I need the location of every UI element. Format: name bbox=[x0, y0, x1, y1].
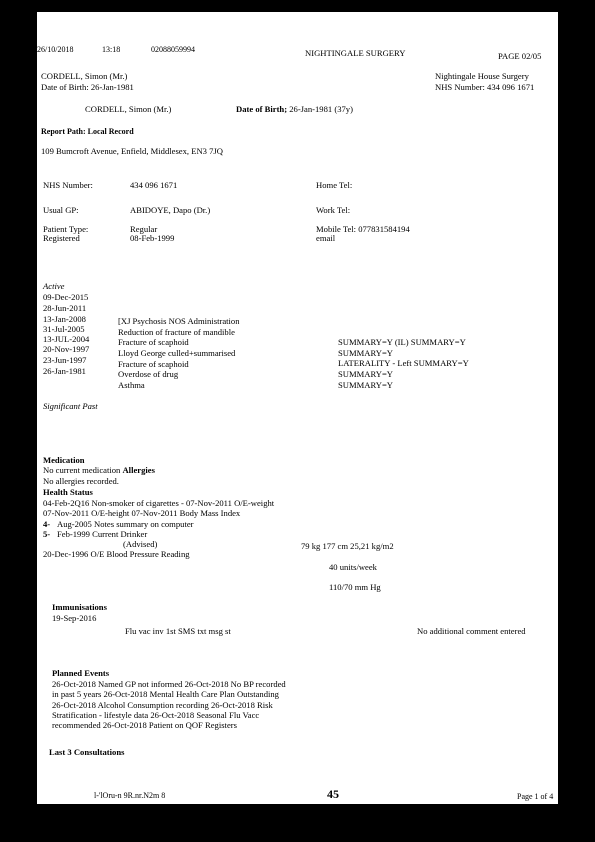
gp-value: ABIDOYE, Dapo (Dr.) bbox=[130, 205, 211, 215]
patient-name: CORDELL, Simon (Mr.) bbox=[41, 71, 128, 81]
summary-patient-name: CORDELL, Simon (Mr.) bbox=[85, 104, 172, 114]
active-date: 23-Jun-1997 bbox=[43, 355, 87, 365]
patient-dob: Date of Birth: 26-Jan-1981 bbox=[41, 82, 134, 92]
health-value: 110/70 mm Hg bbox=[329, 582, 381, 592]
home-tel: Home Tel: bbox=[316, 180, 353, 190]
active-summary: SUMMARY=Y bbox=[338, 369, 393, 379]
planned-events-title: Planned Events bbox=[52, 668, 110, 678]
active-problem: [XJ Psychosis NOS Administration bbox=[118, 316, 240, 326]
health-status-bp: 20-Dec-1996 O/E Blood Pressure Reading bbox=[43, 549, 190, 559]
report-path: Report Path: Local Record bbox=[41, 127, 134, 136]
nhs-value: 434 096 1671 bbox=[130, 180, 178, 190]
document-page bbox=[37, 12, 558, 804]
active-date: 09-Dec-2015 bbox=[43, 292, 89, 302]
active-problem: Asthma bbox=[118, 380, 145, 390]
health-status-number: 4- bbox=[43, 519, 51, 529]
immunisation-comment: No additional comment entered bbox=[417, 626, 526, 636]
active-problem: Fracture of scaphoid bbox=[118, 359, 189, 369]
fax-page: PAGE 02/05 bbox=[498, 51, 542, 61]
footer-page-of: Page 1 of 4 bbox=[517, 792, 554, 801]
fax-surgery-name: NIGHTINGALE SURGERY bbox=[305, 48, 406, 58]
active-date: 20-Nov-1997 bbox=[43, 344, 90, 354]
health-value: 40 units/week bbox=[329, 562, 377, 572]
health-status-line: 04-Feb-2Q16 Non-smoker of cigarettes - 07-Nov-2011 O/E-weight bbox=[43, 498, 275, 508]
summary-dob-label: Date of Birth; bbox=[236, 104, 288, 114]
summary-dob bbox=[236, 104, 353, 114]
planned-event-line: 26-Oct-2018 Named GP not informed 26-Oct-2018 No BP recorded bbox=[52, 679, 286, 689]
medication-title: Medication bbox=[43, 455, 85, 465]
active-problem: Fracture of scaphoid bbox=[118, 337, 189, 347]
health-status-line: 07-Nov-2011 O/E-height 07-Nov-2011 Body Mass Index bbox=[43, 508, 241, 518]
current-medication-text: No current medication bbox=[43, 465, 123, 475]
nhs-label: NHS Number: bbox=[43, 180, 93, 190]
active-problem: Reduction of fracture of mandible bbox=[118, 327, 235, 337]
gp-label: Usual GP: bbox=[43, 205, 79, 215]
allergies-text: No allergies recorded. bbox=[43, 476, 119, 486]
active-summary: SUMMARY=Y (IL) SUMMARY=Y bbox=[338, 337, 466, 347]
planned-event-line: Stratification - lifestyle data 26-Oct-2018 Seasonal Flu Vacc bbox=[52, 710, 260, 720]
patient-nhs-number: NHS Number: 434 096 1671 bbox=[435, 82, 535, 92]
work-tel: Work Tel: bbox=[316, 205, 351, 215]
health-status-line: Aug-2005 Notes summary on computer bbox=[57, 519, 194, 529]
active-problem: Lloyd George culled+summarised bbox=[118, 348, 236, 358]
significant-past-title: Significant Past bbox=[43, 401, 98, 411]
medication-line bbox=[43, 465, 155, 475]
active-date: 31-Jul-2005 bbox=[43, 324, 85, 334]
last-consultations-title: Last 3 Consultations bbox=[49, 747, 125, 757]
planned-event-line: recommended 26-Oct-2018 Patient on QOF Registers bbox=[52, 720, 237, 730]
footer-page-number: 45 bbox=[327, 787, 339, 801]
email-label: email bbox=[316, 233, 336, 243]
active-date: 28-Jun-2011 bbox=[43, 303, 87, 313]
health-status-line: Feb-1999 Current Drinker bbox=[57, 529, 148, 539]
planned-event-line: in past 5 years 26-Oct-2018 Mental Health Care Plan Outstanding bbox=[52, 689, 279, 699]
mobile-tel: Mobile Tel: 077831584194 bbox=[316, 224, 410, 234]
patient-type-label: Patient Type: bbox=[43, 224, 89, 234]
registered-label: Registered bbox=[43, 233, 80, 243]
planned-event-line: 26-Oct-2018 Alcohol Consumption recording 26-Oct-2018 Risk bbox=[52, 700, 273, 710]
practice-name: Nightingale House Surgery bbox=[435, 71, 529, 81]
immunisation-date: 19-Sep-2016 bbox=[52, 613, 97, 623]
summary-dob-value: 26-Jan-1981 (37y) bbox=[287, 104, 353, 114]
immunisation-vaccine: Flu vac inv 1st SMS txt msg st bbox=[125, 626, 231, 636]
active-summary: LATERALITY - Left SUMMARY=Y bbox=[338, 358, 469, 368]
registered-value: 08-Feb-1999 bbox=[130, 233, 175, 243]
active-summary: SUMMARY=Y bbox=[338, 348, 393, 358]
allergies-label: Allergies bbox=[122, 465, 155, 475]
patient-address: 109 Bumcroft Avenue, Enfield, Middlesex, EN3 7JQ bbox=[41, 146, 223, 156]
fax-date: 26/10/2018 bbox=[37, 45, 74, 54]
health-value: 79 kg 177 cm 25,21 kg/m2 bbox=[301, 541, 394, 551]
immunisations-title: Immunisations bbox=[52, 602, 107, 612]
health-status-number: 5- bbox=[43, 529, 51, 539]
active-date: 13-JUL-2004 bbox=[43, 334, 90, 344]
active-date: 26-Jan-1981 bbox=[43, 366, 86, 376]
footer-code: l-'lOru-n 9R.nr.N2m 8 bbox=[94, 791, 166, 800]
health-status-title: Health Status bbox=[43, 487, 93, 497]
active-problem: Overdose of drug bbox=[118, 369, 179, 379]
fax-time: 13:18 bbox=[102, 45, 121, 54]
active-title: Active bbox=[43, 281, 65, 291]
patient-type-value: Regular bbox=[130, 224, 158, 234]
active-date: 13-Jan-2008 bbox=[43, 314, 86, 324]
fax-number: 02088059994 bbox=[151, 45, 195, 54]
active-summary: SUMMARY=Y bbox=[338, 380, 393, 390]
health-status-advised: (Advised) bbox=[123, 539, 158, 549]
